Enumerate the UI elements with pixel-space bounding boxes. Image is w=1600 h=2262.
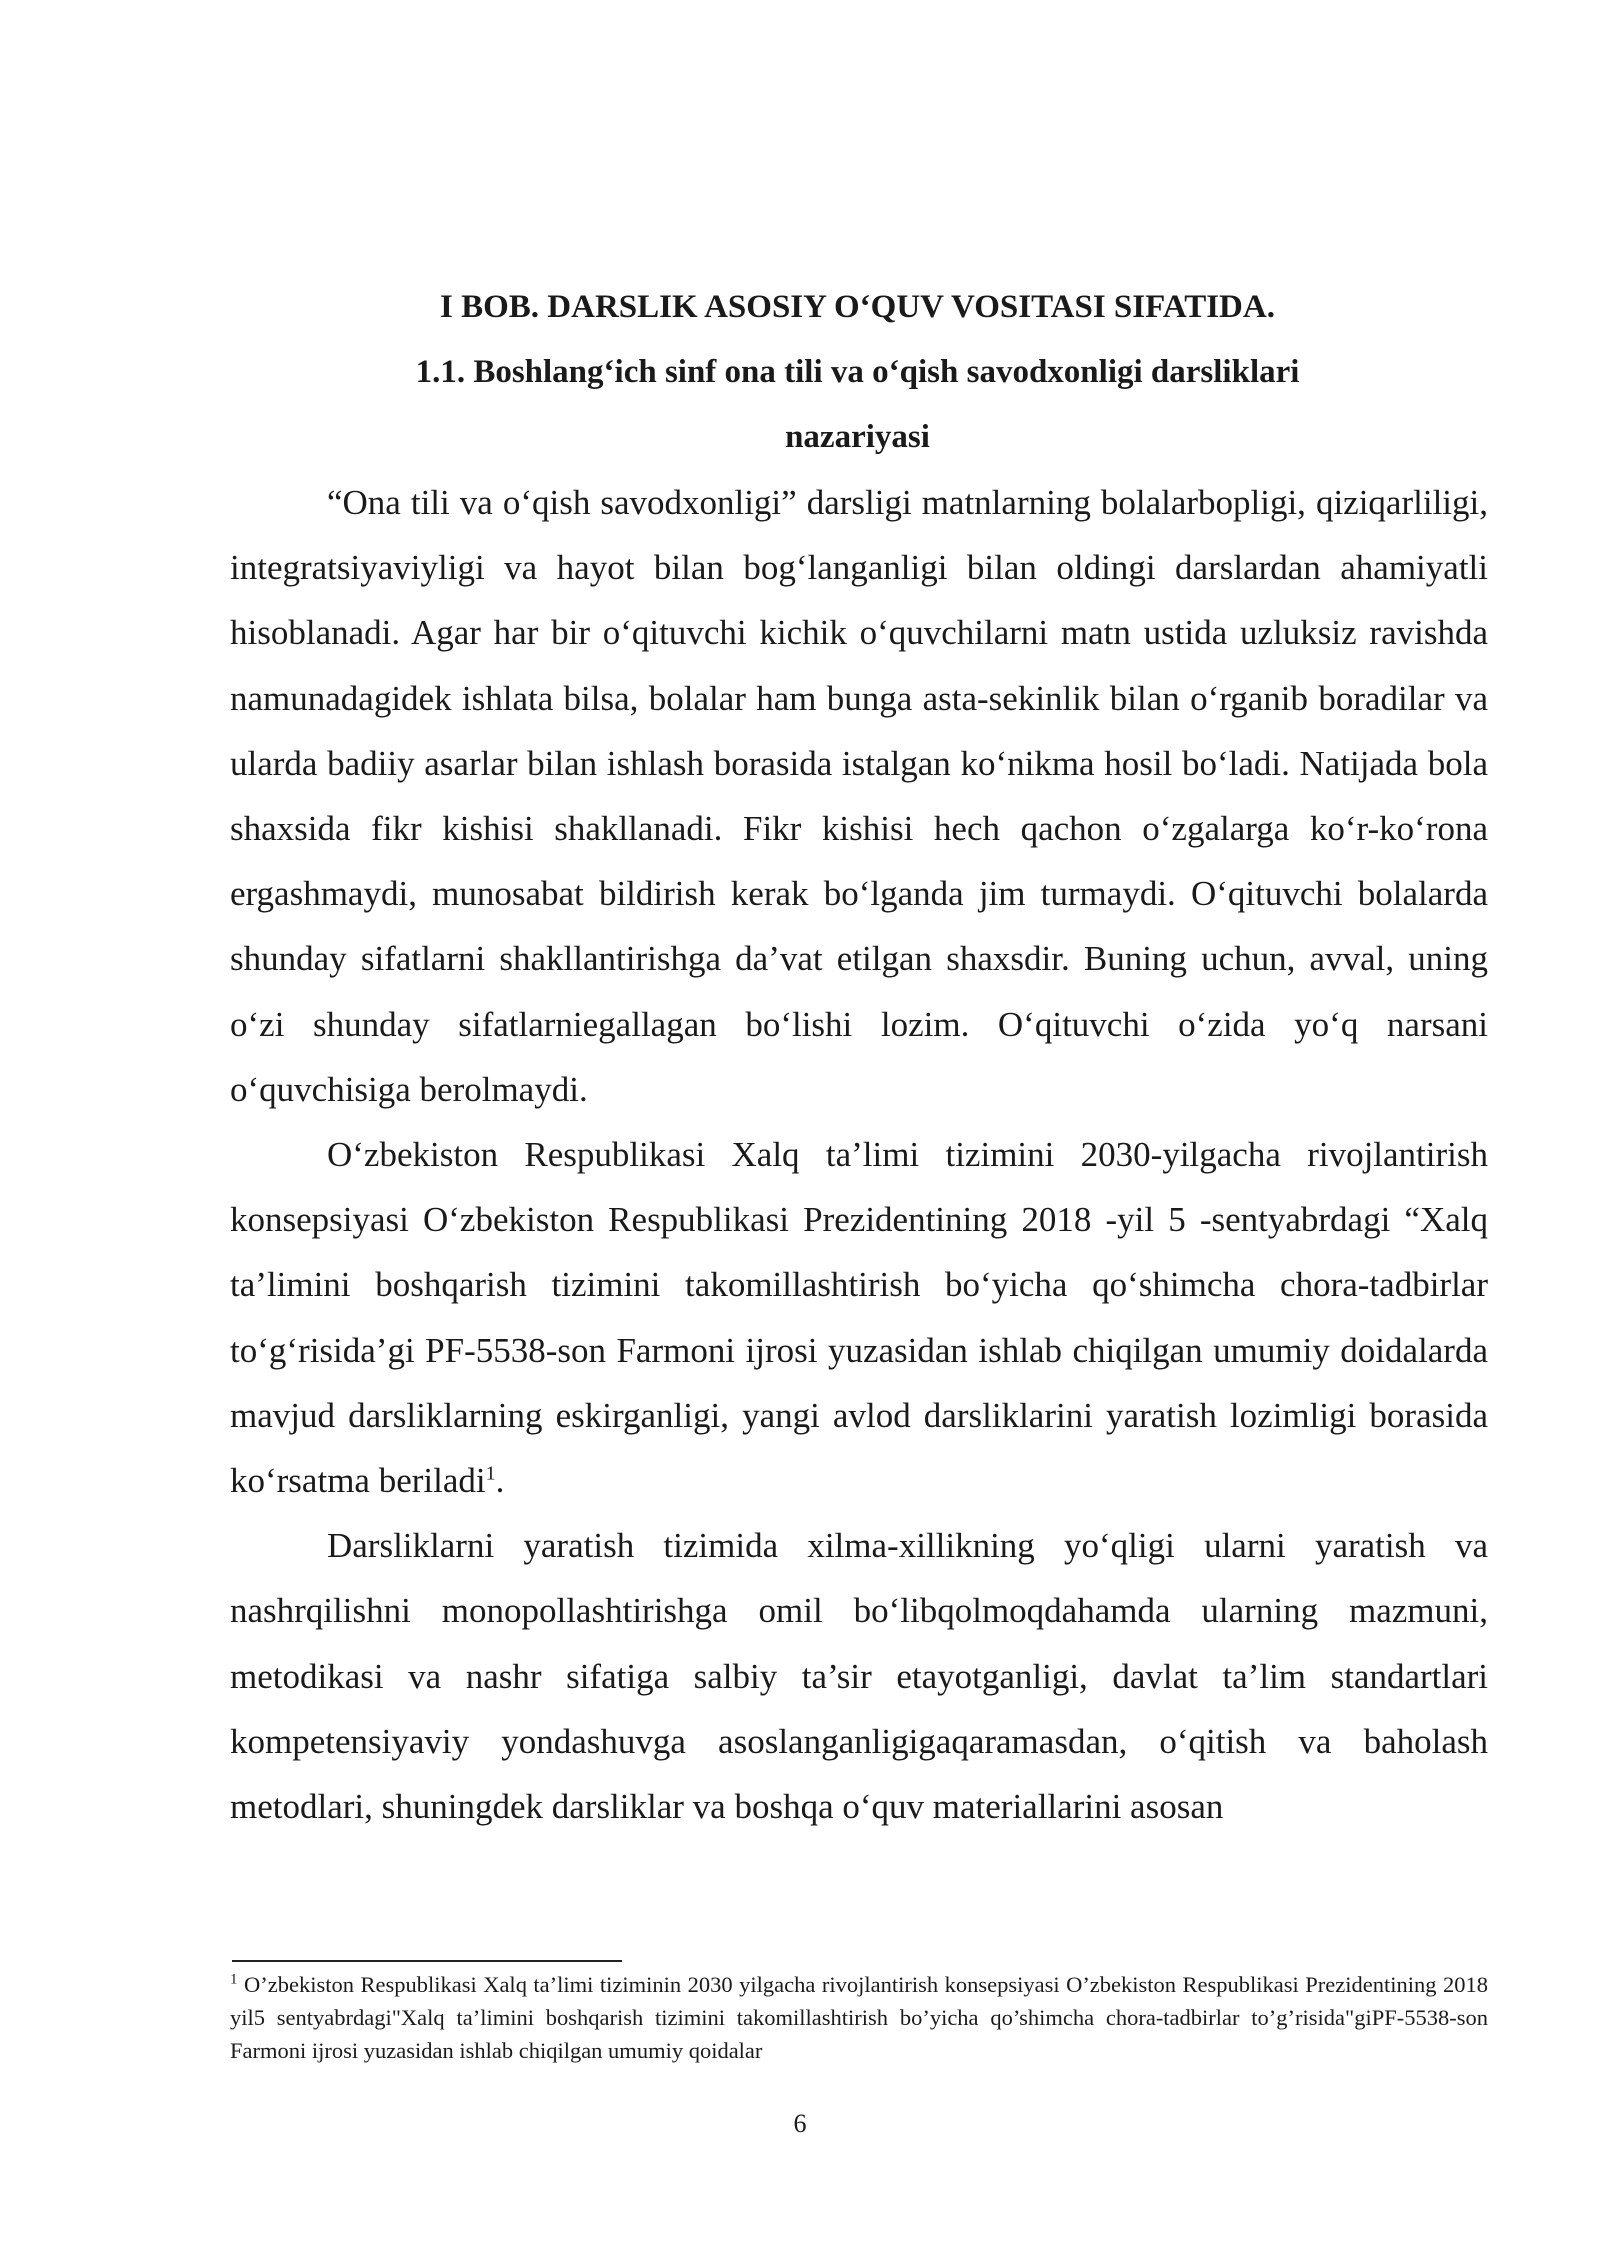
paragraph-2-text: O‘zbekiston Respublikasi Xalq ta’limi tizimini 2030-yilgacha rivojlantirish konsepsiyasi O‘zbekiston Respublikasi Prezidentining 2018 -yil 5 -sentyabrdagi “Xalq ta’limini boshqarish tizimini takomillashtirish bo‘yicha qo‘shimcha chora-tadbirlar to‘g‘risida’gi PF-5538-son Farmoni ijrosi yuzasidan ishlab chiqilgan umumiy doidalarda mavjud darsliklarning eskirganligi, yangi avlod darsliklarini yaratish lozimligi borasida ko‘rsatma beriladi — [230, 1135, 1488, 1501]
footnote — [230, 1968, 1488, 2067]
section-title-line-1: 1.1. Boshlang‘ich sinf ona tili va o‘qish savodxonligi darsliklari — [415, 354, 1300, 390]
page-number: 6 — [793, 2109, 807, 2138]
body-text — [230, 470, 1488, 1839]
footnote-text: O’zbekiston Respublikasi Xalq ta’limi tiziminin 2030 yilgacha rivojlantirish konsepsiyasi O’zbekiston Respublikasi Prezidentining 2018 yil5 sentyabrdagi"Xalq ta’limini boshqarish tizimini takomillashtirish bo’yicha qo’shimcha chora-tadbirlar to’g’risida"giPF-5538-son Farmoni ijrosi yuzasidan ishlab chiqilgan umumiy qoidalar — [230, 1972, 1488, 2063]
footnote-reference[interactable]: 1 — [485, 1462, 496, 1485]
paragraph-1: “Ona tili va o‘qish savodxonligi” darsligi matnlarning bolalarbopligi, qiziqarliligi, integratsiyaviyligi va hayot bilan bog‘langanligi bilan oldingi darslardan ahamiyatli hisoblanadi. Agar har bir o‘qituvchi kichik o‘quvchilarni matn ustida uzluksiz ravishda namunadagidek ishlata bilsa, bolalar ham bunga asta-sekinlik bilan o‘rganib boradilar va ularda badiiy asarlar bilan ishlash borasida istalgan ko‘nikma hosil bo‘ladi. Natijada bola shaxsida fikr kishisi shakllanadi. Fikr kishisi hech qachon o‘zgalarga ko‘r-ko‘rona ergashmaydi, munosabat bildirish kerak bo‘lganda jim turmaydi. O‘qituvchi bolalarda shunday sifatlarni shakllantirishga da’vat etilgan shaxsdir. Buning uchun, avval, uning o‘zi shunday sifatlarniegallagan bo‘lishi lozim. O‘qituvchi o‘zida yo‘q narsani o‘quvchisiga berolmaydi. — [230, 483, 1488, 1109]
paragraph-2 — [230, 1122, 1488, 1513]
paragraph-2-end: . — [495, 1461, 505, 1501]
section-title-line-2: nazariyasi — [785, 419, 930, 455]
footnote-separator — [232, 1960, 622, 1962]
chapter-title: I BOB. DARSLIK ASOSIY O‘QUV VOSITASI SIFATIDA. — [440, 289, 1275, 325]
paragraph-3: Darsliklarni yaratish tizimida xilma-xillikning yo‘qligi ularni yaratish va nashrqilishni monopollashtirishga omil bo‘libqolmoqdahamda ularning mazmuni, metodikasi va nashr sifatiga salbiy ta’sir etayotganligi, davlat ta’lim standartlari kompetensiyaviy yondashuvga asoslanganligigaqaramasdan, o‘qitish va baholash metodlari, shuningdek darsliklar va boshqa o‘quv materiallarini asosan — [230, 1526, 1488, 1827]
footnote-number: 1 — [230, 1971, 238, 1988]
